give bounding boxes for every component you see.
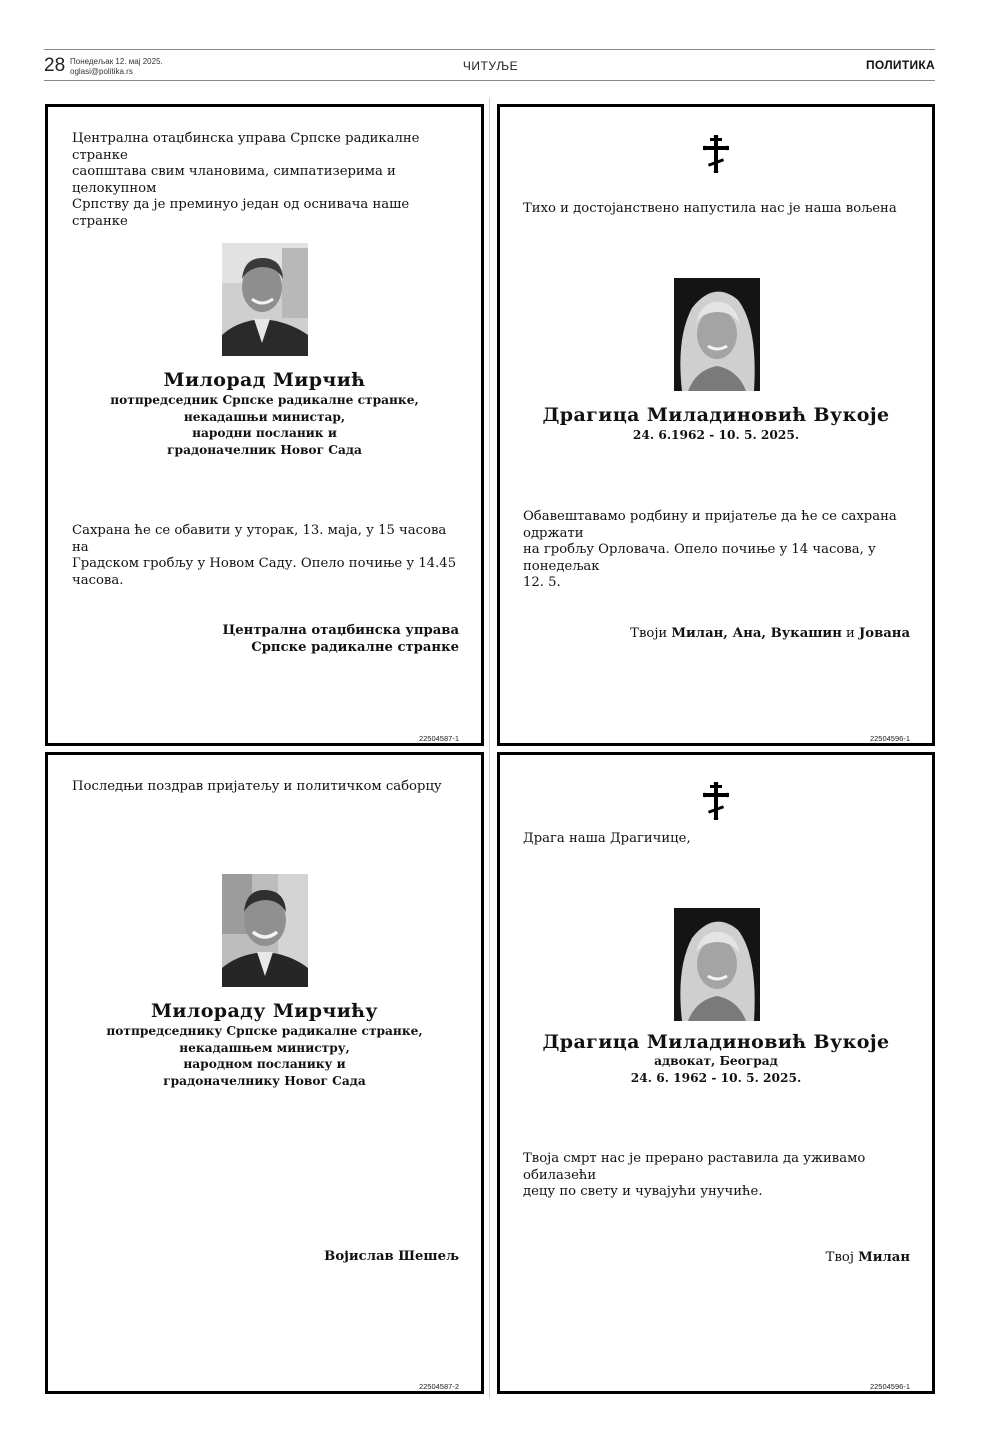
- ad-signature: [72, 622, 459, 656]
- deceased-titles: [48, 1023, 481, 1089]
- page-number: 28: [44, 55, 66, 76]
- body-line: Обавештавамо родбину и пријатеље да ће се сахрана одржати: [523, 509, 897, 541]
- signature-prefix: Твој: [825, 1250, 859, 1265]
- deceased-name: Милорад Мирчић: [163, 369, 366, 391]
- deceased-dates: [500, 427, 932, 444]
- obituary-ad-mircic-seselj: [45, 752, 484, 1394]
- body-line: Твоја смрт нас је прерано раставила да уживамо обилазећи: [523, 1151, 866, 1183]
- deceased-details: [500, 1053, 932, 1086]
- orthodox-cross-icon: [703, 782, 729, 824]
- deceased-titles: [48, 392, 481, 458]
- deceased-name: Драгица Миладиновић Вукоје: [542, 404, 890, 426]
- dates-line: 24. 6. 1962 - 10. 5. 2025.: [630, 1070, 802, 1085]
- intro-line: саопштава свим члановима, симпатизерима и целокупном: [72, 164, 396, 196]
- body-line: 12. 5.: [523, 575, 561, 590]
- ad-code: 22504596-1: [869, 734, 910, 743]
- ad-signature: [523, 1249, 910, 1266]
- portrait-photo-woman: [674, 908, 760, 1021]
- funeral-details: [72, 523, 467, 589]
- signature-prefix: Твоји: [630, 626, 672, 641]
- ad-code: 22504587-1: [418, 734, 459, 743]
- intro-line: Централна отаџбинска управа Српске радикалне странке: [72, 131, 420, 163]
- signature-names: Јована: [859, 626, 910, 641]
- issue-date: Понедељак 12. мај 2025.: [70, 57, 163, 66]
- signature-conjunction: и: [841, 626, 860, 641]
- section-title: ЧИТУЉЕ: [462, 59, 519, 73]
- obituary-ad-vukoje-2: [497, 752, 935, 1394]
- masthead-logo: ПОЛИТИКА: [865, 58, 935, 72]
- title-line: потпредседник Српске радикалне странке,: [110, 393, 419, 407]
- farewell-message: [523, 1151, 923, 1201]
- title-line: градоначелник Новог Сада: [167, 442, 362, 457]
- intro-line: Последњи поздрав пријатељу и политичком саборцу: [72, 779, 442, 794]
- title-line: потпредседнику Српске радикалне странке,: [106, 1024, 423, 1038]
- title-line: народном посланику и: [183, 1057, 346, 1071]
- portrait-photo-man: [222, 243, 308, 356]
- signature-line: Српске радикалне странке: [251, 640, 459, 655]
- signature-line: Централна отаџбинска управа: [222, 623, 459, 638]
- obituary-ad-mircic-party: [45, 104, 484, 746]
- ad-code: 22504596-1: [869, 1382, 910, 1391]
- column-divider: [489, 98, 490, 1398]
- ad-intro: [72, 779, 467, 796]
- title-line: некадашњем министру,: [179, 1040, 350, 1055]
- ad-intro: [523, 201, 918, 218]
- portrait-photo-woman: [674, 278, 760, 391]
- ad-signature: Војислав Шешељ: [324, 1249, 459, 1264]
- body-line: Градском гробљу у Новом Саду. Опело почиње у 14.45 часова.: [72, 556, 457, 588]
- funeral-details: [523, 509, 923, 592]
- signature-names: Милан: [858, 1250, 910, 1265]
- portrait-photo-man: [222, 874, 308, 987]
- intro-line: Српству да је преминуо један од оснивача наше странке: [72, 197, 410, 229]
- body-line: децу по свету и чувајући унучиће.: [523, 1184, 763, 1199]
- signature-names: Милан, Ана, Вукашин: [671, 626, 842, 641]
- title-line: градоначелнику Новог Сада: [163, 1073, 366, 1088]
- intro-line: Драга наша Драгичице,: [523, 831, 691, 846]
- body-line: на гробљу Орловача. Опело почиње у 14 часова, у понедељак: [523, 542, 876, 574]
- orthodox-cross-icon: [703, 135, 729, 177]
- title-line: народни посланик и: [192, 426, 337, 440]
- deceased-name: Милораду Мирчићу: [150, 1000, 378, 1022]
- ad-intro: [72, 131, 467, 230]
- ad-intro: [523, 831, 918, 848]
- body-line: Сахрана ће се обавити у уторак, 13. маја, у 15 часова на: [72, 523, 447, 555]
- intro-line: Тихо и достојанствено напустила нас је наша вољена: [523, 201, 897, 216]
- title-line: некадашњи министар,: [183, 409, 346, 424]
- obituary-ad-vukoje-1: [497, 104, 935, 746]
- dates-line: 24. 6.1962 - 10. 5. 2025.: [632, 428, 800, 442]
- ads-email: oglasi@politika.rs: [70, 67, 133, 76]
- header-bottom-rule: [44, 80, 935, 81]
- ad-signature: [523, 625, 910, 642]
- deceased-name: Драгица Миладиновић Вукоје: [542, 1031, 890, 1053]
- ad-code: 22504587-2: [418, 1382, 459, 1391]
- header-top-rule: [44, 49, 935, 50]
- profession-line: адвокат, Београд: [654, 1054, 778, 1068]
